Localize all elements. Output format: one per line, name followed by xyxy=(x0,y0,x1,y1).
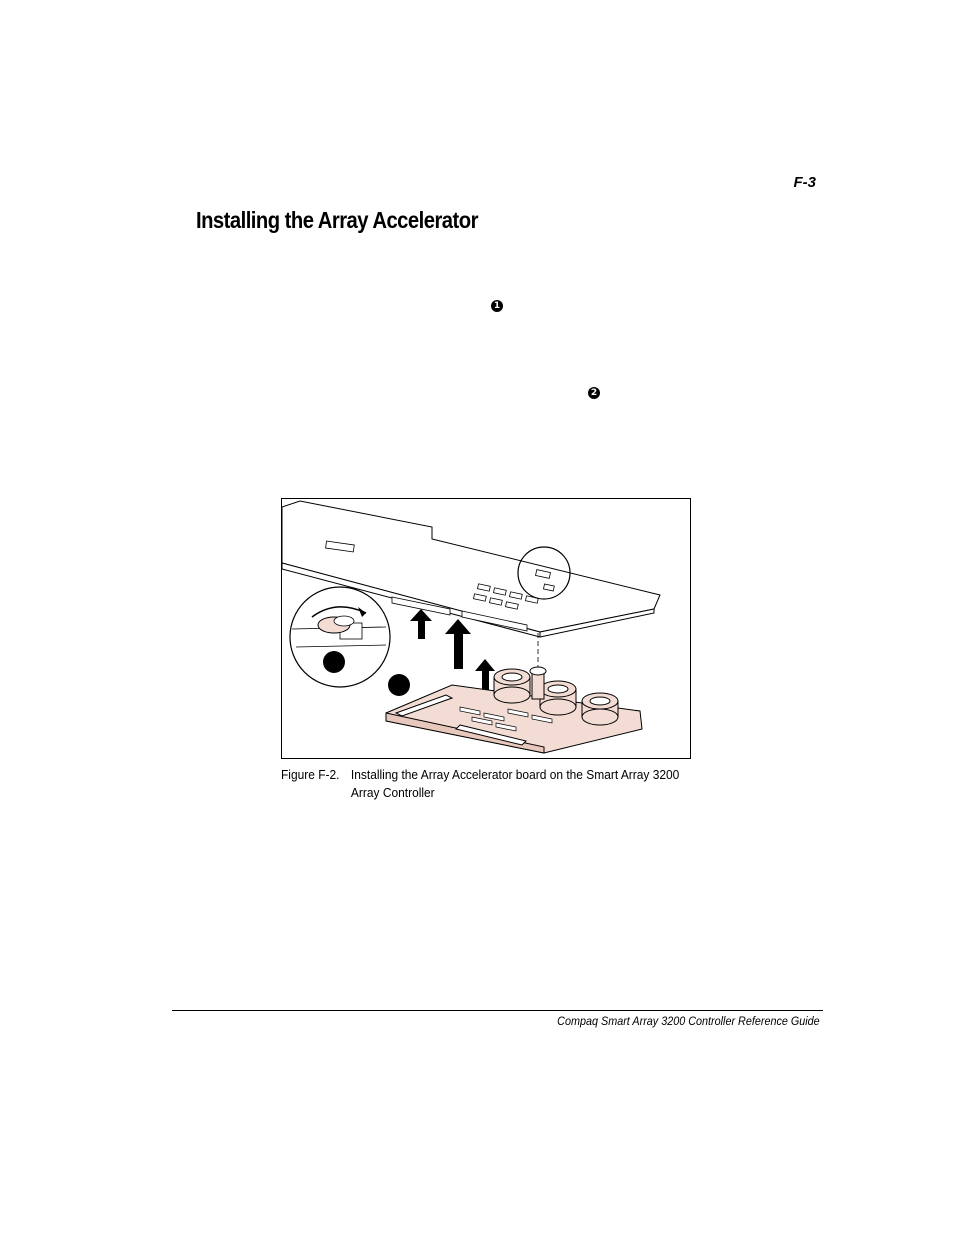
section-title: Installing the Array Accelerator xyxy=(196,207,478,233)
caption-text: Installing the Array Accelerator board on the Smart Array 3200 Array Controller xyxy=(350,767,680,800)
footer-rule xyxy=(172,1010,823,1011)
figure-caption xyxy=(281,766,686,802)
callout-2-marker xyxy=(388,674,410,696)
callout-1-marker xyxy=(323,651,345,673)
accelerator-board xyxy=(386,667,642,753)
installation-illustration xyxy=(282,499,690,758)
footer-guide-title xyxy=(520,1014,820,1028)
page-number: F-3 xyxy=(793,174,816,191)
latch-detail-inset xyxy=(290,587,390,687)
step-marker-1: 1 xyxy=(491,300,503,312)
footer-guide-title-text: Compaq Smart Array 3200 Controller Reference Guide xyxy=(557,1014,820,1028)
figure-frame xyxy=(281,498,691,759)
caption-label: Figure F-2. xyxy=(281,767,340,782)
step-marker-2: 2 xyxy=(588,387,600,399)
